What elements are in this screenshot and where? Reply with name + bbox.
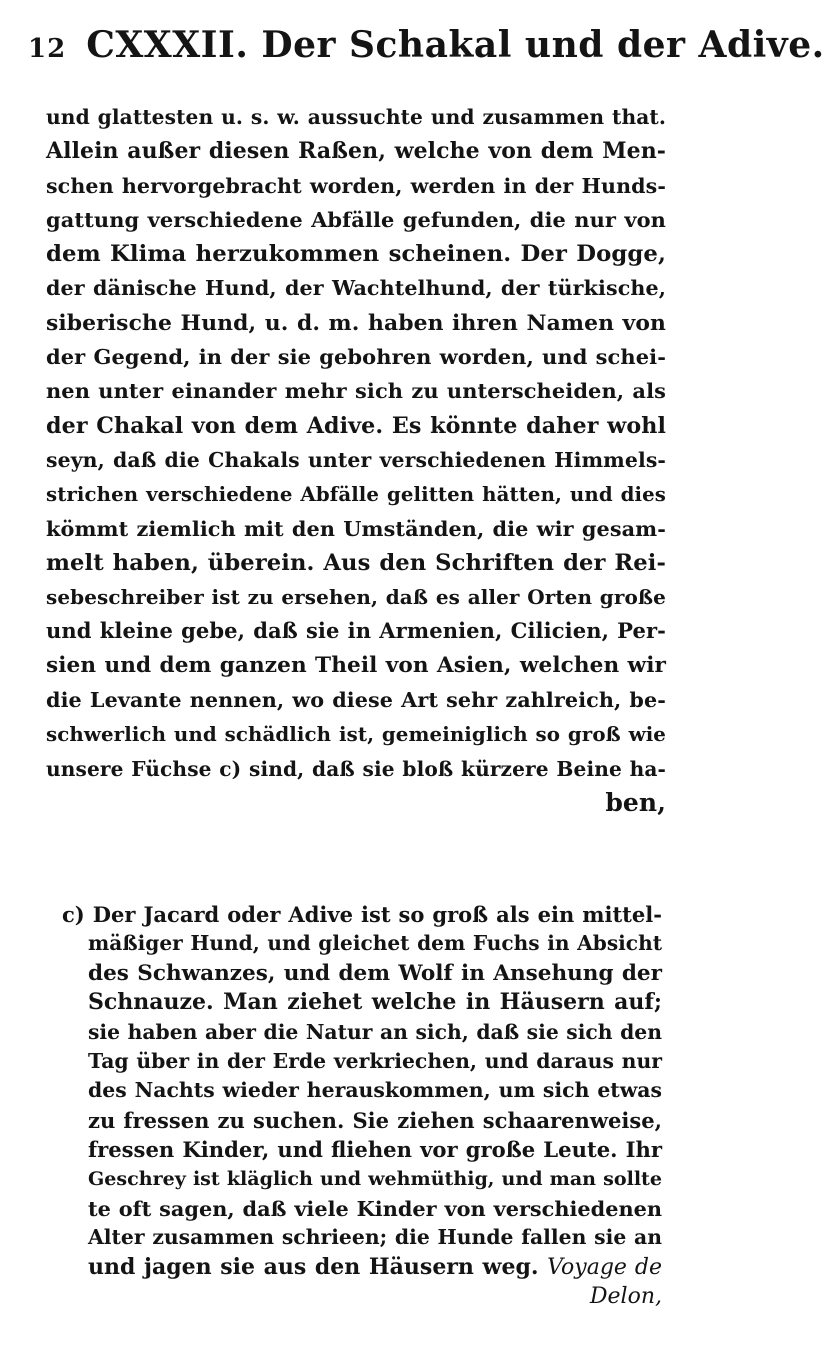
footnote-line: Geschrey ist kläglich und wehmüthig, und man sollte bbox=[88, 1167, 662, 1190]
footnote-block bbox=[62, 900, 662, 1311]
page-number: 12 bbox=[28, 34, 67, 64]
footnote-line: Schnauze. Man ziehet welche in Häusern auf; bbox=[88, 989, 662, 1016]
text-line: schen hervorgebracht worden, werden in der Hunds- bbox=[46, 173, 666, 198]
main-text-block bbox=[46, 100, 666, 820]
footnote-line: sie haben aber die Natur an sich, daß sie sich den bbox=[88, 1019, 662, 1044]
footnote-line: Tag über in der Erde verkriechen, und daraus nur bbox=[88, 1048, 662, 1073]
text-line: siberische Hund, u. d. m. haben ihren Namen von bbox=[46, 309, 666, 336]
text-line: dem Klima herzukommen scheinen. Der Dogge, bbox=[46, 241, 666, 268]
text-line: Allein außer diesen Raßen, welche von dem Men- bbox=[46, 138, 666, 165]
running-head: CXXXII. Der Schakal und der Adive. bbox=[86, 24, 825, 66]
footnote-marker: c) bbox=[62, 902, 85, 927]
text-line: sien und dem ganzen Theil von Asien, welchen wir bbox=[46, 652, 666, 678]
text-line: unsere Füchse c) sind, daß sie bloß kürzere Beine ha- bbox=[46, 756, 666, 781]
footnote-source: Voyage de bbox=[547, 1254, 662, 1280]
footnote-source-name: Delon, bbox=[589, 1284, 662, 1310]
text-line: seyn, daß die Chakals unter verschiedenen Himmels- bbox=[46, 447, 666, 472]
text-line: sebeschreiber ist zu ersehen, daß es aller Orten große bbox=[46, 585, 666, 610]
text-line: der Gegend, in der sie gebohren worden, und schei- bbox=[46, 344, 666, 370]
page-header bbox=[28, 24, 825, 74]
footnote-text: Der Jacard oder Adive ist so groß als ein mittel- bbox=[92, 902, 662, 927]
text-line: und glattesten u. s. w. aussuchte und zusammen that. bbox=[46, 105, 666, 129]
text-line: gattung verschiedene Abfälle gefunden, die nur von bbox=[46, 206, 666, 232]
footnote-line: fressen Kinder, und fliehen vor große Leute. Ihr bbox=[88, 1137, 662, 1163]
text-line: der dänische Hund, der Wachtelhund, der türkische, bbox=[46, 276, 666, 301]
footnote-line: des Nachts wieder herauskommen, um sich etwas bbox=[88, 1078, 662, 1103]
footnote-line bbox=[62, 1253, 662, 1282]
text-line: der Chakal von dem Adive. Es könnte daher wohl bbox=[46, 412, 666, 439]
text-line: und kleine gebe, daß sie in Armenien, Cilicien, Per- bbox=[46, 618, 666, 644]
footnote-text: und jagen sie aus den Häusern weg. bbox=[88, 1253, 539, 1280]
text-line: kömmt ziemlich mit den Umständen, die wir gesam- bbox=[46, 515, 666, 541]
footnote-line: Alter zusammen schrieen; die Hunde fallen sie an bbox=[88, 1225, 662, 1250]
text-line: schwerlich und schädlich ist, gemeiniglich so groß wie bbox=[46, 722, 666, 747]
footnote-line bbox=[62, 900, 662, 929]
footnote-line: mäßiger Hund, und gleichet dem Fuchs in Absicht bbox=[88, 931, 662, 956]
footnote-source-end bbox=[62, 1282, 662, 1311]
text-line: die Levante nennen, wo diese Art sehr zahlreich, be- bbox=[46, 688, 666, 713]
text-line: strichen verschiedene Abfälle gelitten hätten, und dies bbox=[46, 482, 666, 507]
text-line: nen unter einander mehr sich zu unterscheiden, als bbox=[46, 378, 666, 404]
footnote-line: te oft sagen, daß viele Kinder von verschiedenen bbox=[88, 1195, 662, 1221]
footnote-line: zu fressen zu suchen. Sie ziehen schaarenweise, bbox=[88, 1107, 662, 1133]
footnote-line: des Schwanzes, und dem Wolf in Ansehung der bbox=[88, 960, 662, 986]
text-line: melt haben, überein. Aus den Schriften der Rei- bbox=[46, 549, 666, 576]
catchword: ben, bbox=[605, 787, 666, 817]
